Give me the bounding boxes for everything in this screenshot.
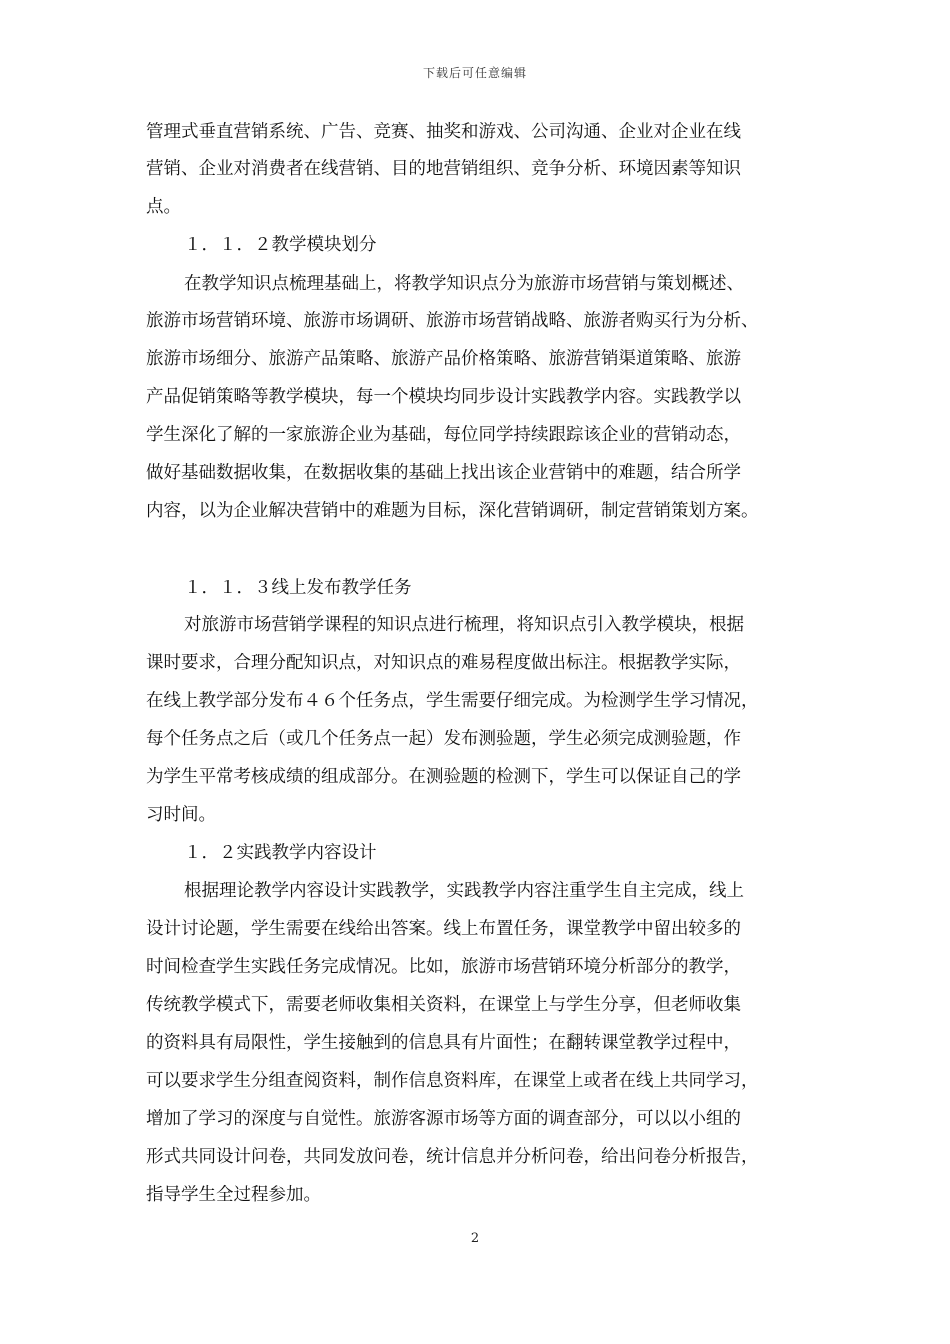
body-line: 为学生平常考核成绩的组成部分。在测验题的检测下，学生可以保证自己的学 (146, 767, 741, 787)
body-line: 旅游市场细分、旅游产品策略、旅游产品价格策略、旅游营销渠道策略、旅游 (146, 349, 741, 369)
body-line: 营销、企业对消费者在线营销、目的地营销组织、竞争分析、环境因素等知识 (146, 159, 741, 179)
body-line: 习时间。 (146, 805, 216, 825)
section-heading-1-1-2: １．１．２教学模块划分 (184, 235, 377, 255)
body-line: 做好基础数据收集，在数据收集的基础上找出该企业营销中的难题，结合所学 (146, 463, 741, 483)
body-line: 传统教学模式下，需要老师收集相关资料，在课堂上与学生分享，但老师收集 (146, 995, 741, 1015)
body-line: 指导学生全过程参加。 (146, 1185, 321, 1205)
body-line: 设计讨论题，学生需要在线给出答案。线上布置任务，课堂教学中留出较多的 (146, 919, 741, 939)
body-line: 旅游市场营销环境、旅游市场调研、旅游市场营销战略、旅游者购买行为分析、 (146, 311, 759, 331)
section-heading-1-2: １．２实践教学内容设计 (184, 843, 377, 863)
body-line: 管理式垂直营销系统、广告、竞赛、抽奖和游戏、公司沟通、企业对企业在线 (146, 122, 741, 142)
page-header: 下载后可任意编辑 (422, 66, 527, 80)
body-line: 内容，以为企业解决营销中的难题为目标，深化营销调研，制定营销策划方案。 (146, 501, 759, 521)
body-line: 根据理论教学内容设计实践教学，实践教学内容注重学生自主完成，线上 (184, 881, 744, 901)
section-heading-1-1-3: １．１．３线上发布教学任务 (184, 578, 412, 598)
body-line: 形式共同设计问卷，共同发放问卷，统计信息并分析问卷，给出问卷分析报告， (146, 1147, 759, 1167)
body-line: 在教学知识点梳理基础上，将教学知识点分为旅游市场营销与策划概述、 (184, 274, 744, 294)
page-number: 2 (470, 1231, 480, 1246)
body-line: 点。 (146, 197, 181, 217)
body-line: 可以要求学生分组查阅资料，制作信息资料库，在课堂上或者在线上共同学习， (146, 1071, 759, 1091)
body-line: 对旅游市场营销学课程的知识点进行梳理，将知识点引入教学模块，根据 (184, 615, 744, 635)
body-line: 学生深化了解的一家旅游企业为基础，每位同学持续跟踪该企业的营销动态， (146, 425, 741, 445)
body-line: 在线上教学部分发布４６个任务点，学生需要仔细完成。为检测学生学习情况， (146, 691, 759, 711)
body-line: 增加了学习的深度与自觉性。旅游客源市场等方面的调查部分，可以以小组的 (146, 1109, 741, 1129)
body-line: 每个任务点之后（或几个任务点一起）发布测验题，学生必须完成测验题，作 (146, 729, 741, 749)
body-line: 课时要求，合理分配知识点，对知识点的难易程度做出标注。根据教学实际， (146, 653, 741, 673)
body-line: 的资料具有局限性，学生接触到的信息具有片面性；在翻转课堂教学过程中， (146, 1033, 741, 1053)
body-line: 时间检查学生实践任务完成情况。比如，旅游市场营销环境分析部分的教学， (146, 957, 741, 977)
body-line: 产品促销策略等教学模块，每一个模块均同步设计实践教学内容。实践教学以 (146, 387, 741, 407)
